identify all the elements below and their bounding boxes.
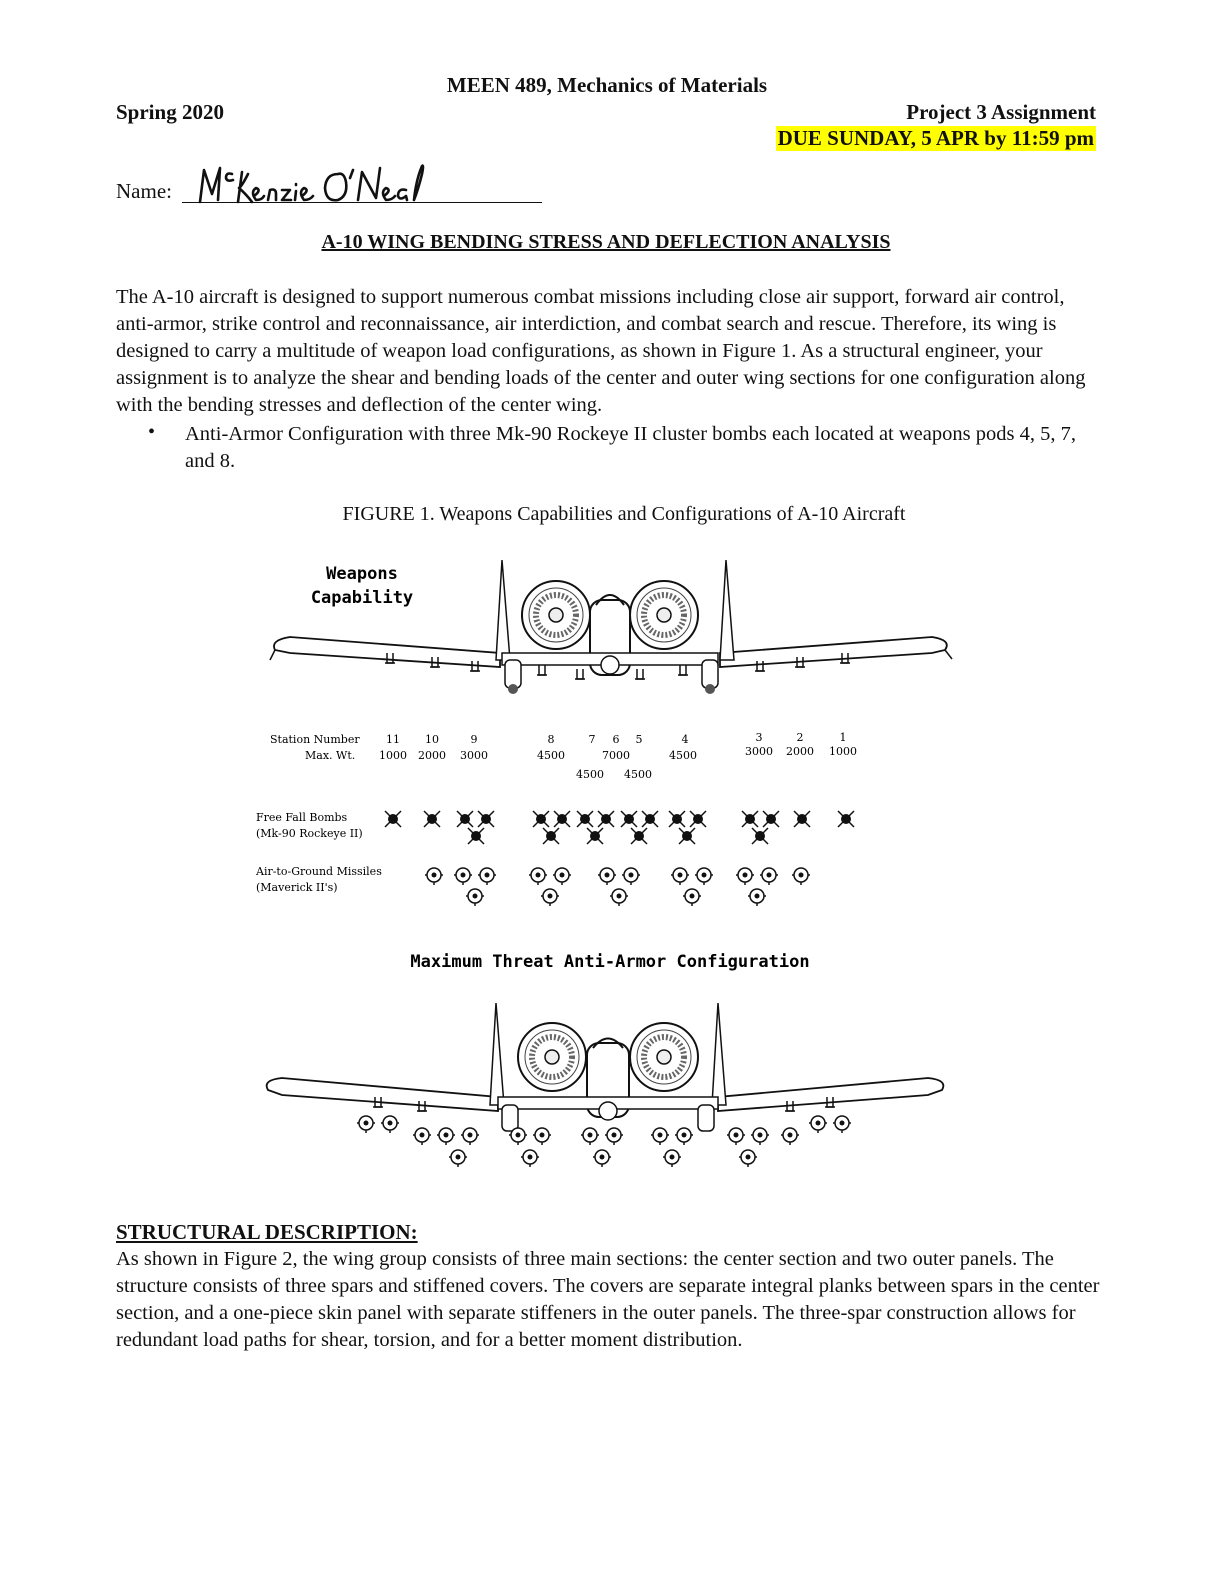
station-max-weight: 1000 bbox=[829, 745, 857, 758]
free-fall-bombs-row bbox=[256, 811, 854, 844]
aircraft-front-view-bottom bbox=[267, 1003, 944, 1167]
intro-paragraph: The A-10 aircraft is designed to support numerous combat missions including close air support, forward air control, anti-armor, strike control and reconnaissance, air interdiction, and combat search and rescue. Therefore, its wing is designed to carry a multitude of weapon load configurations, as shown in Figure 1. As a structural engineer, your assignment is to analyze the shear and bending loads of the center and outer wing sections for one configuration along with the bending stresses and deflection of the center wing. bbox=[116, 286, 1086, 416]
term-label: Spring 2020 bbox=[116, 100, 224, 124]
air-to-ground-missiles-row bbox=[255, 865, 810, 906]
station-max-weight: 4500 bbox=[669, 749, 697, 762]
bullet-marker: • bbox=[148, 421, 156, 443]
structural-description-paragraph: As shown in Figure 2, the wing group consists of three main sections: the center section and two outer panels. The structure consists of three spars and stiffened covers. The covers are separate integral planks between spars in the center section, and a one-piece skin panel with separate stiffeners in the outer panels. The three-spar construction allows for redundant load paths for shear, torsion, and for a better moment distribution. bbox=[116, 1248, 1100, 1351]
station-number: 5 bbox=[635, 733, 643, 746]
missiles-label-1: Air-to-Ground Missiles bbox=[256, 865, 382, 878]
station-max-weight: 7000 bbox=[602, 749, 630, 762]
station-number: 7 bbox=[588, 733, 596, 746]
weapons-capability-heading-2: Capability bbox=[310, 588, 414, 608]
project-label: Project 3 Assignment bbox=[906, 100, 1096, 124]
station-max-weight: 2000 bbox=[418, 749, 446, 762]
name-label: Name: bbox=[116, 179, 172, 203]
configuration-bullet: Anti-Armor Configuration with three Mk-90 Rockeye II cluster bombs each located at weapons pods 4, 5, 7, and 8. bbox=[185, 423, 1076, 472]
weapons-capability-heading-1: Weapons bbox=[326, 564, 398, 584]
station-max-weight: 4500 bbox=[624, 768, 652, 781]
station-number: 9 bbox=[470, 733, 478, 746]
station-number: 8 bbox=[547, 733, 555, 746]
station-max-weight: 3000 bbox=[745, 745, 773, 758]
bombs-label-2: (Mk-90 Rockeye II) bbox=[256, 827, 363, 840]
station-max-weight: 4500 bbox=[537, 749, 565, 762]
course-title: MEEN 489, Mechanics of Materials bbox=[446, 73, 768, 97]
figure-caption: FIGURE 1. Weapons Capabilities and Configurations of A-10 Aircraft bbox=[342, 503, 906, 525]
station-number: 4 bbox=[681, 733, 689, 746]
max-weight-label: Max. Wt. bbox=[305, 749, 356, 762]
station-number: 10 bbox=[425, 733, 439, 746]
station-number: 1 bbox=[839, 731, 847, 744]
station-table bbox=[270, 731, 857, 781]
station-max-weight: 3000 bbox=[460, 749, 488, 762]
station-max-weight: 1000 bbox=[379, 749, 407, 762]
bombs-label-1: Free Fall Bombs bbox=[256, 811, 348, 824]
handwritten-signature bbox=[192, 160, 442, 210]
station-number-label: Station Number bbox=[270, 733, 360, 746]
station-number: 2 bbox=[796, 731, 804, 744]
missiles-label-2: (Maverick II's) bbox=[256, 881, 338, 894]
anti-armor-configuration-heading: Maximum Threat Anti-Armor Configuration bbox=[410, 952, 810, 972]
structural-description-heading: STRUCTURAL DESCRIPTION: bbox=[116, 1220, 418, 1244]
station-max-weight: 4500 bbox=[576, 768, 604, 781]
weapons-figure bbox=[240, 545, 980, 1185]
station-max-weight: 2000 bbox=[786, 745, 814, 758]
station-number: 11 bbox=[386, 733, 400, 746]
station-number: 6 bbox=[612, 733, 620, 746]
document-title: A-10 WING BENDING STRESS AND DEFLECTION ANALYSIS bbox=[321, 231, 891, 253]
due-date-highlight: DUE SUNDAY, 5 APR by 11:59 pm bbox=[777, 126, 1094, 150]
station-number: 3 bbox=[755, 731, 763, 744]
